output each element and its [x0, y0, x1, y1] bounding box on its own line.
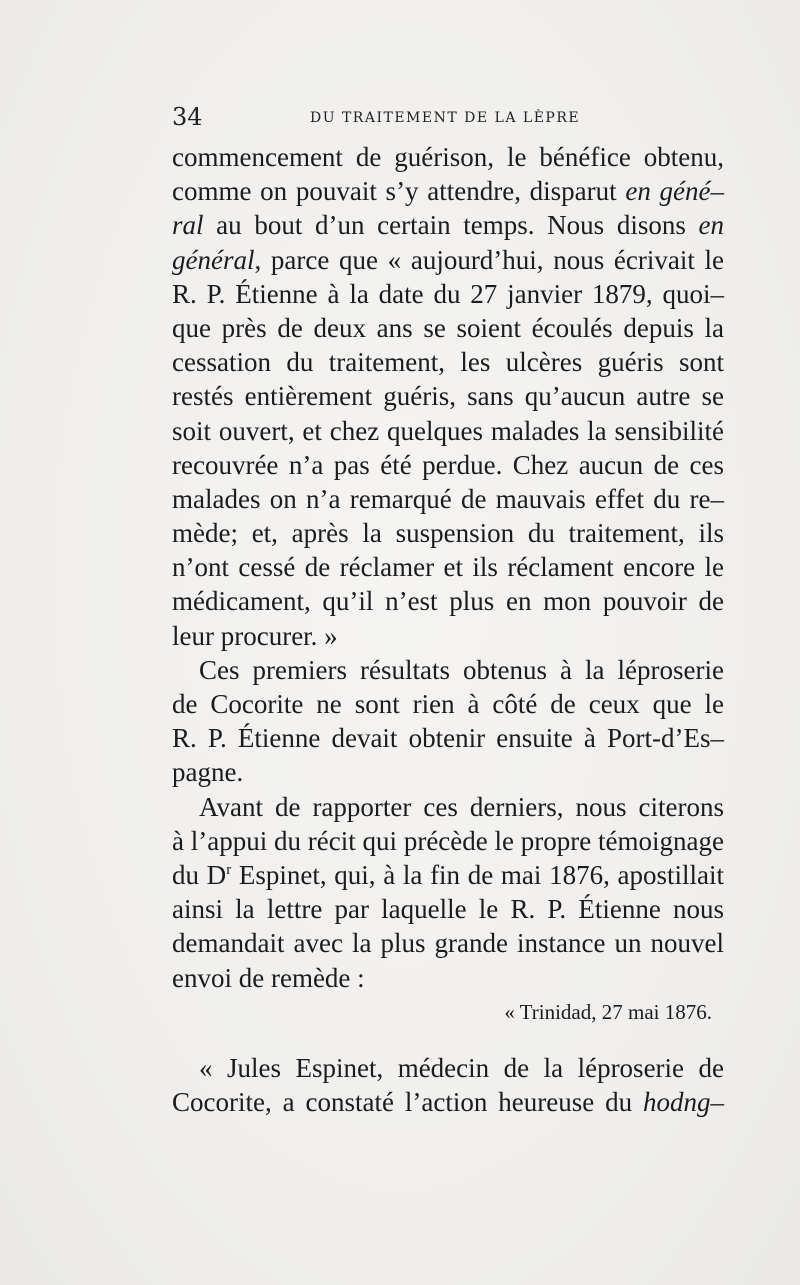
- text-line: ainsi la lettre par laquelle le R. P. Étienne nous: [172, 894, 724, 925]
- text-line: n’ont cessé de réclamer et ils réclament encore le: [172, 552, 724, 583]
- text-line: Ces premiers résultats obtenus à la léproserie: [199, 654, 724, 685]
- spacer: [172, 1029, 724, 1051]
- text-line: mède; et, après la suspension du traitement, ils: [172, 518, 724, 549]
- text-line: Cocorite, a constaté l’action heureuse du hodng–: [172, 1087, 724, 1118]
- text-line: R. P. Étienne devait obtenir ensuite à Port-d’Es–: [172, 723, 724, 754]
- text-line: recouvrée n’a pas été perdue. Chez aucun de ces: [172, 449, 724, 480]
- text-line: demandait avec la plus grande instance un nouvel: [172, 928, 724, 959]
- text-line: médicament, qu’il n’est plus en mon pouvoir de: [172, 586, 724, 617]
- text-line: comme on pouvait s’y attendre, disparut en géné–: [172, 176, 724, 207]
- text-line: pagne.: [172, 757, 244, 788]
- page-number: 34: [172, 103, 203, 131]
- text-line: Avant de rapporter ces derniers, nous citerons: [199, 791, 724, 822]
- text-line: général, parce que « aujourd’hui, nous écrivait le: [172, 244, 724, 275]
- text-line: que près de deux ans se soient écoulés depuis la: [172, 312, 724, 343]
- running-title: DU TRAITEMENT DE LA LÈPRE: [310, 110, 581, 126]
- text-line: restés entièrement guéris, sans qu’aucun autre se: [172, 381, 724, 412]
- text-line: cessation du traitement, les ulcères guéris sont: [172, 347, 724, 378]
- text-line: du $D^r$ Espinet, qui, à la fin de mai 1876, apostillait: [172, 859, 725, 890]
- text-line: soit ouvert, et chez quelques malades la sensibilité: [172, 415, 724, 446]
- text-line: commencement de guérison, le bénéfice obtenu,: [172, 142, 724, 172]
- text-line: envoi de remède :: [172, 962, 365, 993]
- text-line: malades on n’a remarqué de mauvais effet du re–: [172, 483, 724, 514]
- text-line: leur procurer. »: [172, 620, 338, 651]
- text-line: « Jules Espinet, médecin de la léproserie de: [199, 1052, 724, 1083]
- text-line: de Cocorite ne sont rien à côté de ceux que le: [172, 689, 724, 719]
- page-header: [172, 102, 722, 132]
- body-text: [172, 140, 724, 1119]
- text-line: ral au bout d’un certain temps. Nous disons en: [172, 210, 724, 241]
- text-line: R. P. Étienne à la date du 27 janvier 1879, quoi–: [172, 278, 724, 309]
- text-line: à l’appui du récit qui précède le propre témoignage: [172, 825, 724, 856]
- dateline: « Trinidad, 27 mai 1876.: [504, 999, 712, 1024]
